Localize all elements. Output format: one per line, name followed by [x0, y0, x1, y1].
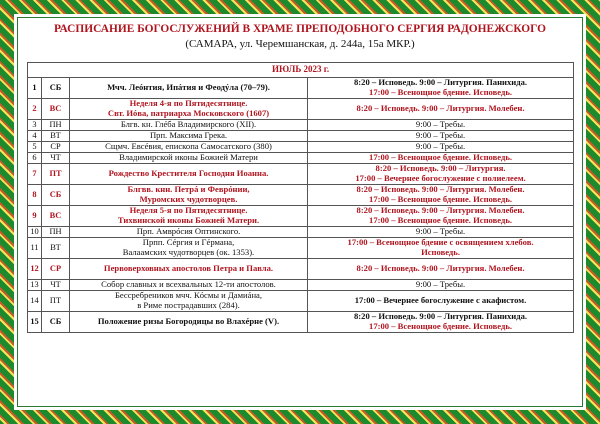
feast-name-line: Неделя 4-я по Пятидесятнице. [129, 98, 248, 109]
feast-name [70, 206, 308, 227]
service-times-line: 9:00 – Требы. [415, 141, 466, 152]
feast-name-line: Тихвинской иконы Божией Матери. [117, 215, 260, 225]
feast-name-line: Прп. Амврóсия Оптинского. [136, 226, 241, 237]
schedule-row [28, 291, 574, 312]
service-times-line: 17:00 – Вечернее богослужение с акафистом. [354, 295, 527, 306]
service-times-line: 8:20 – Исповедь. 9:00 – Литургия. [375, 163, 506, 174]
day-number [28, 206, 42, 227]
feast-name [70, 164, 308, 185]
feast-name [70, 312, 308, 333]
service-times-line: 9:00 – Требы. [415, 130, 466, 141]
feast-name-line: Мчч. Леóнтия, Ипáтия и Феодýла (70–79). [107, 82, 270, 93]
day-number-line: 15 [30, 317, 39, 327]
weekday [42, 291, 70, 312]
feast-name-line: Валаамских чудотворцев (ок. 1353). [122, 247, 255, 257]
feast-name-line: Прп. Максима Грека. [149, 130, 228, 141]
feast-name-line: Бессребреников мчч. Кóсмы и Дамиáна, [114, 290, 263, 301]
service-times-line: 9:00 – Требы. [415, 226, 466, 237]
weekday-line: СР [50, 142, 61, 152]
feast-name [70, 238, 308, 259]
service-times [308, 164, 574, 185]
feast-name-line: Положение ризы Богородицы во Влахéрне (V). [97, 316, 280, 327]
service-times-line: 17:00 – Всенощное бдение. Исповедь. [369, 152, 513, 163]
service-times [308, 78, 574, 99]
schedule-row [28, 120, 574, 131]
day-number-line: 2 [32, 104, 37, 114]
day-number-line: 8 [32, 190, 37, 200]
service-times [308, 131, 574, 142]
service-times-line: 17:00 – Всенощное бдение. Исповедь. [369, 321, 513, 331]
day-number [28, 131, 42, 142]
schedule-row [28, 78, 574, 99]
service-times [308, 99, 574, 120]
feast-name [70, 153, 308, 164]
weekday-line: СБ [49, 83, 62, 93]
weekday [42, 259, 70, 280]
day-number [28, 153, 42, 164]
day-number [28, 120, 42, 131]
service-times-line: 9:00 – Требы. [415, 279, 466, 290]
service-times [308, 185, 574, 206]
day-number [28, 99, 42, 120]
schedule-row [28, 238, 574, 259]
service-times-line: 8:20 – Исповедь. 9:00 – Литургия. Молебен. [356, 184, 525, 195]
day-number-line: 14 [30, 296, 39, 306]
schedule-row [28, 227, 574, 238]
church-address: (САМАРА, ул. Черемшанская, д. 244а, 15а МКР.) [185, 38, 415, 50]
feast-name [70, 291, 308, 312]
day-number-line: 7 [32, 169, 37, 179]
page-title: РАСПИСАНИЕ БОГОСЛУЖЕНИЙ В ХРАМЕ ПРЕПОДОБНОГО СЕРГИЯ РАДОНЕЖСКОГО [54, 23, 546, 35]
service-times-line: 8:20 – Исповедь. 9:00 – Литургия. Панихида. [354, 77, 528, 88]
weekday-line: ПТ [49, 169, 62, 179]
schedule-row [28, 164, 574, 185]
weekday-line: ВТ [50, 131, 61, 141]
schedule-row [28, 312, 574, 333]
schedule-row [28, 259, 574, 280]
feast-name [70, 185, 308, 206]
weekday-line: ЧТ [50, 153, 61, 163]
feast-name-line: в Риме пострадавших (284). [137, 300, 240, 310]
weekday [42, 312, 70, 333]
feast-name [70, 142, 308, 153]
weekday [42, 120, 70, 131]
feast-name-line: Блгвв. кнн. Петрá и Феврóнии, [127, 184, 250, 195]
service-times-line: 17:00 – Всенощное бдение. Исповедь. [369, 194, 513, 204]
weekday-line: СБ [49, 190, 62, 200]
feast-name-line: Муромских чудотворцев. [139, 194, 238, 204]
weekday [42, 153, 70, 164]
feast-name [70, 99, 308, 120]
day-number-line: 13 [30, 280, 39, 290]
weekday [42, 99, 70, 120]
day-number-line: 3 [32, 120, 37, 130]
day-number [28, 164, 42, 185]
weekday [42, 78, 70, 99]
service-times-line: 8:20 – Исповедь. 9:00 – Литургия. Молебен. [356, 103, 525, 114]
service-times-line: 17:00 – Всенощное бдение с освящением хлебов. [347, 237, 534, 248]
schedule-row [28, 131, 574, 142]
feast-name-line: Сщмч. Евсéвия, епископа Самосатского (380) [105, 141, 272, 152]
weekday [42, 238, 70, 259]
service-times-line: 17:00 – Вечернее богослужение с полиелеем. [355, 173, 526, 183]
service-times [308, 142, 574, 153]
feast-name [70, 120, 308, 131]
schedule-rows [28, 78, 574, 333]
day-number-line: 9 [32, 211, 37, 221]
schedule-row [28, 185, 574, 206]
weekday-line: ВТ [50, 243, 61, 253]
service-times [308, 206, 574, 227]
service-times-line: Исповедь. [421, 247, 460, 257]
weekday-line: ПН [49, 120, 62, 130]
service-times-line: 17:00 – Всенощное бдение. Исповедь. [369, 215, 513, 225]
weekday-line: ВС [49, 104, 62, 114]
weekday [42, 227, 70, 238]
weekday [42, 131, 70, 142]
day-number-line: 12 [30, 264, 39, 274]
feast-name-line: Первоверховных апостолов Петра и Павла. [103, 263, 274, 274]
feast-name-line: Рождество Крестителя Господня Иоанна. [108, 168, 269, 179]
service-times [308, 120, 574, 131]
service-times-line: 8:20 – Исповедь. 9:00 – Литургия. Молебен. [356, 263, 525, 274]
service-times-line: 9:00 – Требы. [415, 119, 466, 130]
service-times-line: 8:20 – Исповедь. 9:00 – Литургия. Панихида. [354, 311, 528, 322]
day-number [28, 227, 42, 238]
weekday-line: ЧТ [50, 280, 61, 290]
day-number [28, 259, 42, 280]
weekday-line: СР [49, 264, 62, 274]
day-number [28, 142, 42, 153]
schedule-header [22, 22, 578, 52]
weekday [42, 206, 70, 227]
service-times [308, 280, 574, 291]
day-number [28, 78, 42, 99]
weekday-line: ПТ [49, 296, 62, 306]
day-number [28, 291, 42, 312]
feast-name-line: Владимирской иконы Божией Матери [119, 152, 258, 163]
day-number-line: 5 [32, 142, 37, 152]
feast-name-line: Неделя 5-я по Пятидесятнице. [129, 205, 248, 216]
day-number-line: 10 [30, 227, 39, 237]
day-number [28, 238, 42, 259]
service-times [308, 153, 574, 164]
weekday-line: ПН [49, 227, 62, 237]
service-times-line: 8:20 – Исповедь. 9:00 – Литургия. Молебен. [356, 205, 525, 216]
feast-name-line: Свт. Иóва, патриарха Московского (1607) [107, 108, 270, 118]
service-times [308, 259, 574, 280]
service-times-line: 17:00 – Всенощное бдение. Исповедь. [369, 87, 513, 97]
feast-name [70, 280, 308, 291]
weekday-line: ВС [49, 211, 62, 221]
weekday [42, 280, 70, 291]
feast-name [70, 78, 308, 99]
feast-name [70, 131, 308, 142]
day-number [28, 185, 42, 206]
weekday-line: СБ [49, 317, 62, 327]
weekday [42, 164, 70, 185]
day-number [28, 280, 42, 291]
schedule-row [28, 280, 574, 291]
schedule-row [28, 142, 574, 153]
service-times [308, 291, 574, 312]
service-times [308, 238, 574, 259]
schedule-table [27, 62, 574, 333]
month-label: ИЮЛЬ 2023 г. [28, 63, 574, 78]
day-number [28, 312, 42, 333]
day-number-line: 11 [30, 243, 39, 253]
weekday [42, 185, 70, 206]
service-times [308, 227, 574, 238]
feast-name-line: Блгв. кн. Глéба Владимирского (XII). [120, 119, 257, 130]
day-number-line: 1 [32, 83, 37, 93]
feast-name-line: Прпп. Сéргия и Гéрмана, [142, 237, 235, 248]
service-times [308, 312, 574, 333]
month-header-row [28, 63, 574, 78]
feast-name [70, 259, 308, 280]
feast-name [70, 227, 308, 238]
weekday [42, 142, 70, 153]
schedule-row [28, 153, 574, 164]
day-number-line: 6 [32, 153, 37, 163]
feast-name-line: Собор славных и всехвальных 12-ти апостолов. [101, 279, 276, 290]
day-number-line: 4 [32, 131, 37, 141]
schedule-row [28, 206, 574, 227]
schedule-row [28, 99, 574, 120]
